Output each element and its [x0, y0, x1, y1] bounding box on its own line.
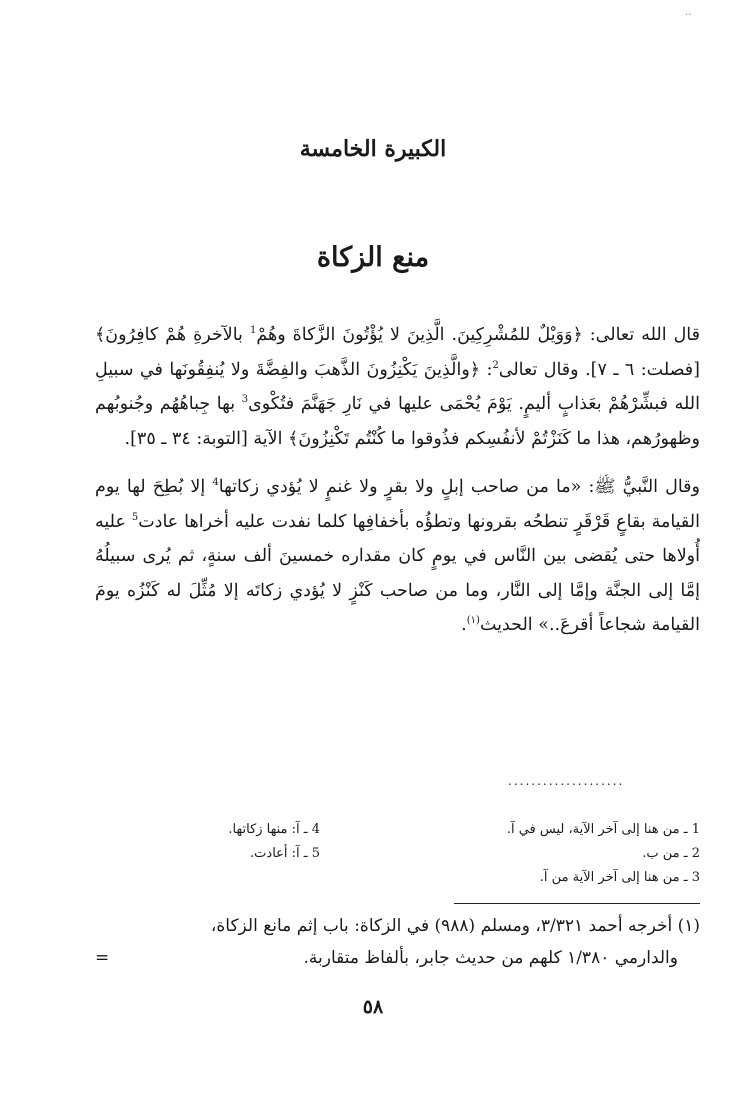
verse-line-2: بالآخرةِ هُمْ كافِرُونَ﴾ [فصلت: ٦ ـ ٧]. وقال تعالى [95, 325, 700, 380]
note-ref-4: 4 [212, 477, 219, 489]
note-ref-5: 5 [131, 511, 139, 523]
note-ref-2: 2 [492, 359, 499, 371]
note-ref-1: 1 [249, 325, 257, 337]
page-number: ٥٨ [362, 996, 384, 1018]
continuation-mark: = [95, 948, 110, 968]
footnote [95, 910, 700, 974]
hadith-part-1: وقال النَّبيُّ ﷺ: «ما من صاحب إبلٍ ولا بقرٍ ولا غنمٍ لا يُؤدي زكاتها [218, 477, 701, 497]
chapter-heading: الكبيرة الخامسة [299, 136, 447, 162]
paragraph-verses [95, 318, 700, 456]
hadith-end: . [461, 615, 467, 635]
footnote-rule [454, 903, 700, 904]
footnote-ref: (١) [466, 615, 480, 627]
corner-mark: ·· [685, 10, 692, 21]
verse-line-4: بها جِباهُهُم وجُنوبُهم وظهورُهم، هذا ما كَنَزْتُمْ لأنفُسِكم فذُوقوا ما كُنْتُم تَكْنِزُونَ﴾ الآية [التوبة: ٣٤ ـ ٣٥]. [95, 394, 700, 449]
footnote-line-2-row [95, 942, 700, 974]
footnote-line-2: والدارمي ١/٣٨٠ كلهم من حديث جابر، بألفاظ متقاربة. [303, 948, 678, 968]
variant-notes-left [120, 818, 320, 866]
verse-line-3: : ﴿والَّذِينَ يَكْنِزُونَ الذَّهبَ والفِضَّةَ ولا يُنفِقُونَها في سبيلِ الله فبشِّرْهُمْ بعَذابٍ أليمٍ. يَوْمَ يُحْمَى عليها في نَارِ جَهَنَّمَ فتُكْوى [95, 359, 700, 414]
variant-note: 3 ـ من هنا إلى آخر الآية من آ. [539, 870, 700, 885]
paragraph-hadith [95, 470, 700, 643]
variant-note: 1 ـ من هنا إلى آخر الآية، ليس في آ. [506, 822, 700, 837]
hadith-part-3: عليه أُولاها حتى يُقضى بين النَّاس في يومٍ كان مقداره خمسينَ ألف سنةٍ، ثم يُرى سبيلُهُ إمَّا إلى الجنَّة وإمَّا إلى النَّار، وما من صاحب كَنْزٍ لا يُؤدي زكاتَه إلا مُثِّلَ له كَنْزُه يومَ القيامة شجاعاً أقرعَ..» الحديث [95, 511, 700, 635]
footnote-line-1: (١) أخرجه أحمد ٣/٣٢١، ومسلم (٩٨٨) في الزكاة: باب إثم مانع الزكاة، [210, 916, 700, 936]
section-title: منع الزكاة [316, 242, 430, 273]
dotted-separator: .................... [508, 774, 625, 788]
variant-note: 4 ـ آ: منها زكاتها. [228, 822, 320, 837]
variant-note: 2 ـ من ب. [642, 846, 700, 861]
variant-notes-right [330, 818, 700, 890]
body-text [95, 318, 700, 643]
hadith-part-2: إلا بُطِحَ لها يوم القيامة بقاعٍ قَرْقَرٍ تنطحُه بقرونها وتطؤُه بأخفافِها كلما نفدت عليه أخراها عادت [95, 477, 700, 532]
variant-note: 5 ـ آ: أعادت. [250, 846, 320, 861]
verse-line-1: قال الله تعالى: ﴿وَوَيْلٌ للمُشْرِكِينَ. الَّذِينَ لا يُؤْتُونَ الزَّكاةَ وهُمْ [256, 325, 700, 345]
note-ref-3: 3 [241, 394, 249, 406]
